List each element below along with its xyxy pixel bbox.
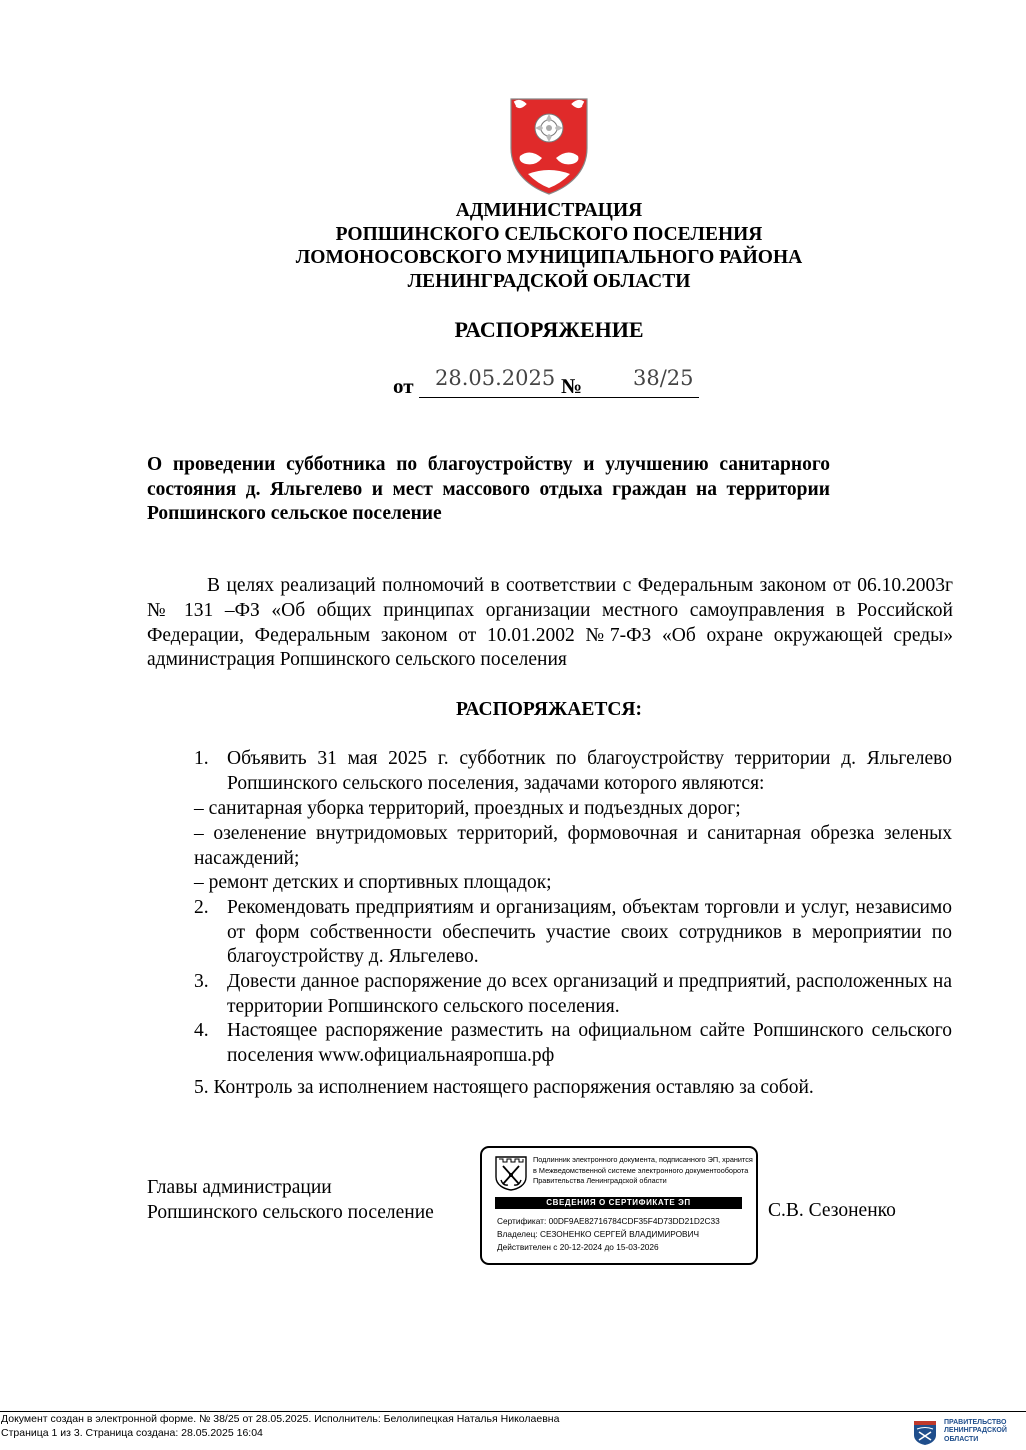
- stamp-validity: Действителен с 20-12-2024 до 15-03-2026: [497, 1242, 659, 1252]
- signer-position: [147, 1176, 434, 1225]
- list-item: [194, 896, 952, 970]
- stamp-note: Подлинник электронного документа, подписанного ЭП, хранится в Межведомственной системе электронного документооборота Правительства Ленинградской области: [533, 1155, 753, 1186]
- gov-logo-text: [944, 1419, 1007, 1444]
- document-type-title: РАСПОРЯЖЕНИЕ: [454, 317, 644, 342]
- header-line: ЛЕНИНГРАДСКОЙ ОБЛАСТИ: [407, 270, 691, 292]
- authority-header: [0, 199, 1026, 293]
- list-subitem: – ремонт детских и спортивных площадок;: [194, 872, 552, 893]
- footer-line: Документ создан в электронной форме. № 38/25 от 28.05.2025. Исполнитель: Белолипецкая Наталья Николаевна: [1, 1413, 560, 1425]
- header-line: ЛОМОНОСОВСКОГО МУНИЦИПАЛЬНОГО РАЙОНА: [295, 247, 803, 268]
- item-number: 4.: [194, 1020, 209, 1041]
- item-number: 3.: [194, 971, 209, 992]
- position-line: Ропшинского сельского поселение: [147, 1201, 434, 1223]
- gov-logo-line: ОБЛАСТИ: [944, 1435, 979, 1443]
- stamp-certificate: Сертификат: 00DF9AE82716784CDF35F4D73DD21D2C33: [497, 1216, 720, 1226]
- gov-logo-line: ЛЕНИНГРАДСКОЙ: [944, 1427, 1007, 1435]
- date-label: от: [393, 374, 414, 398]
- gov-logo-line: ПРАВИТЕЛЬСТВО: [944, 1419, 1007, 1426]
- document-date: 28.05.2025: [435, 366, 556, 390]
- signer-name: С.В. Сезоненко: [768, 1200, 896, 1221]
- header-line: РОПШИНСКОГО СЕЛЬСКОГО ПОСЕЛЕНИЯ: [335, 223, 763, 245]
- item-text: Рекомендовать предприятиям и организациям, объектам торговли и услуг, независимо от форм собственности обеспечить участие своих сотрудников в мероприятии по благоустройству д. Яльгелево.: [227, 897, 952, 967]
- list-item: [194, 970, 952, 1019]
- crossed-anchors-icon: [494, 1155, 528, 1191]
- decree-heading: РАСПОРЯЖАЕТСЯ:: [455, 699, 642, 720]
- position-line: Главы администрации: [147, 1177, 332, 1198]
- date-underline: [419, 397, 699, 398]
- date-number-line: [393, 366, 699, 400]
- item-number: 2.: [194, 897, 209, 918]
- list-item: [194, 747, 952, 796]
- e-signature-stamp: [480, 1146, 758, 1265]
- stamp-owner: Владелец: СЕЗОНЕНКО СЕРГЕЙ ВЛАДИМИРОВИЧ: [497, 1229, 700, 1239]
- item-number: 1.: [194, 748, 209, 769]
- stamp-certificate-bar: СВЕДЕНИЯ О СЕРТИФИКАТЕ ЭП: [495, 1197, 742, 1209]
- list-subitem: – озеленение внутридомовых территорий, формовочная и санитарная обрезка зеленых насаждений;: [194, 823, 952, 869]
- list-subitem: – санитарная уборка территорий, проездных и подъездных дорог;: [194, 798, 741, 819]
- document-subject: О проведении субботника по благоустройству и улучшению санитарного состояния д. Яльгелево и мест массового отдыха граждан на территории Ропшинского сельское поселение: [147, 454, 830, 524]
- leningrad-region-emblem-icon: [913, 1420, 937, 1446]
- item-text: Довести данное распоряжение до всех организаций и предприятий, расположенных на территории Ропшинского сельского поселения.: [227, 971, 952, 1017]
- header-line: АДМИНИСТРАЦИЯ: [455, 200, 643, 221]
- coat-of-arms-icon: [508, 96, 590, 196]
- preamble-paragraph: В целях реализаций полномочий в соответствии с Федеральным законом от 06.10.2003г № 131 –ФЗ «Об общих принципах организации местного самоуправления в Российской Федерации, Федеральным законом от 10.01.2002 №7-ФЗ «Об охране окружающей среды» администрация Ропшинского сельского поселения: [147, 575, 953, 671]
- item-text: Настоящее распоряжение разместить на официальном сайте Ропшинского сельского поселения www.официальнаяропша.рф: [227, 1020, 952, 1066]
- footer-divider: [0, 1411, 1026, 1412]
- list-item: [194, 1019, 952, 1068]
- item-text: Объявить 31 мая 2025 г. субботник по благоустройству территории д. Яльгелево Ропшинского сельского поселения, задачами которого являются:: [227, 748, 952, 794]
- list-item: 5. Контроль за исполнением настоящего распоряжения оставляю за собой.: [194, 1077, 814, 1098]
- document-number: 38/25: [633, 366, 694, 390]
- number-label: №: [561, 374, 583, 398]
- footer-line: Страница 1 из 3. Страница создана: 28.05.2025 16:04: [1, 1427, 263, 1439]
